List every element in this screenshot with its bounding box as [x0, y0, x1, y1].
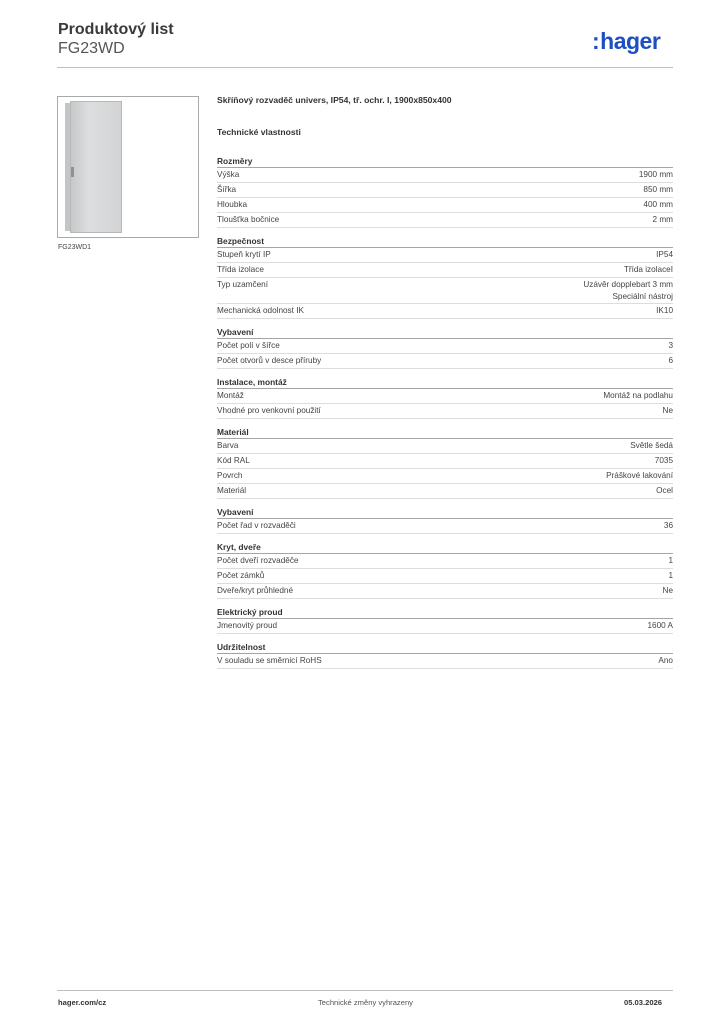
spec-row [217, 168, 673, 183]
spec-row [217, 439, 673, 454]
section-title: Udržitelnost [217, 642, 266, 652]
spec-value-line: 850 mm [643, 185, 673, 194]
spec-row [217, 554, 673, 569]
spec-section [217, 426, 673, 499]
footer-date: 05.03.2026 [624, 998, 663, 1007]
spec-value-line: Práškové lakování [606, 471, 673, 480]
tech-heading: Technické vlastnosti [217, 127, 301, 137]
spec-row [217, 198, 673, 213]
spec-label: Dveře/kryt průhledné [217, 586, 293, 595]
page-title: Produktový list [58, 21, 174, 38]
header-divider [57, 67, 673, 68]
spec-value [663, 584, 673, 598]
section-title: Rozměry [217, 156, 253, 166]
spec-row [217, 569, 673, 584]
spec-value [656, 484, 673, 498]
spec-label: Mechanická odolnost IK [217, 306, 304, 315]
spec-label: Počet polí v šířce [217, 341, 280, 350]
spec-value [624, 263, 673, 277]
spec-label: Jmenovitý proud [217, 621, 278, 630]
spec-row [217, 263, 673, 278]
spec-value-line: Speciální nástroj [612, 291, 673, 301]
spec-value [583, 279, 673, 302]
spec-label: Počet dveří rozvaděče [217, 556, 299, 565]
product-code: FG23WD [58, 40, 125, 57]
spec-value [643, 198, 673, 212]
section-title: Vybavení [217, 327, 254, 337]
spec-label: Barva [217, 441, 239, 450]
spec-label: Šířka [217, 185, 237, 194]
spec-row [217, 213, 673, 228]
cabinet-handle [71, 167, 74, 177]
cabinet-image [70, 101, 122, 233]
spec-label: V souladu se směrnicí RoHS [217, 656, 322, 665]
spec-label: Hloubka [217, 200, 248, 209]
spec-value-line: Ano [658, 656, 673, 665]
spec-value [663, 404, 673, 418]
spec-row [217, 584, 673, 599]
section-title: Vybavení [217, 507, 254, 517]
spec-value [653, 213, 673, 227]
spec-row [217, 619, 673, 634]
spec-value [668, 339, 673, 353]
spec-value-line: Uzávěr dopplebart 3 mm [583, 280, 673, 289]
section-title: Instalace, montáž [217, 377, 287, 387]
spec-value [668, 569, 673, 583]
spec-section [217, 326, 673, 369]
spec-value [668, 554, 673, 568]
spec-value-line: Třída izolaceI [623, 265, 673, 274]
logo-text: hager [600, 28, 661, 54]
spec-value [656, 248, 673, 262]
spec-value [648, 619, 674, 633]
spec-row [217, 248, 673, 263]
section-title: Kryt, dveře [217, 542, 261, 552]
spec-value [664, 519, 673, 533]
spec-label: Výška [217, 170, 240, 179]
spec-value [643, 183, 673, 197]
product-description: Skříňový rozvaděč univers, IP54, tř. ochr. I, 1900x850x400 [217, 95, 452, 105]
hager-logo[interactable] [592, 28, 660, 55]
spec-label: Tloušťka bočnice [217, 215, 280, 224]
spec-section [217, 235, 673, 319]
spec-value-line: IP54 [656, 250, 673, 259]
spec-value-line: Ne [662, 586, 673, 595]
spec-value-line: Ne [662, 406, 673, 415]
spec-value-line: 400 mm [643, 200, 673, 209]
section-title: Bezpečnost [217, 236, 265, 246]
spec-value-line: 2 mm [652, 215, 673, 224]
spec-row [217, 519, 673, 534]
spec-row [217, 469, 673, 484]
spec-label: Povrch [217, 471, 243, 480]
spec-value-line: Ocel [656, 486, 673, 495]
spec-content [217, 95, 673, 676]
spec-section [217, 541, 673, 599]
spec-label: Stupeň krytí IP [217, 250, 271, 259]
spec-value [603, 389, 673, 403]
section-title: Materiál [217, 427, 249, 437]
spec-section [217, 155, 673, 228]
spec-value [658, 654, 673, 668]
spec-value-line: 1600 A [647, 621, 673, 630]
footer-divider [57, 990, 673, 991]
spec-sections [217, 155, 673, 669]
product-image [57, 96, 199, 238]
logo-mark-icon: : [592, 28, 600, 54]
spec-row [217, 654, 673, 669]
spec-value [639, 168, 673, 182]
spec-value-line: 1 [668, 556, 673, 565]
footer-disclaimer: Technické změny vyhrazeny [318, 998, 413, 1007]
spec-row [217, 389, 673, 404]
spec-label: Vhodné pro venkovní použití [217, 406, 321, 415]
section-title: Elektrický proud [217, 607, 283, 617]
spec-section [217, 376, 673, 419]
spec-value [655, 454, 673, 468]
spec-label: Počet zámků [217, 571, 265, 580]
spec-label: Typ uzamčení [217, 280, 268, 289]
spec-value-line: Světle šedá [630, 441, 673, 450]
spec-row [217, 278, 673, 304]
spec-row [217, 304, 673, 319]
spec-value-line: 3 [668, 341, 673, 350]
spec-row [217, 454, 673, 469]
image-caption: FG23WD1 [58, 244, 92, 251]
spec-section [217, 606, 673, 634]
spec-label: Materiál [217, 486, 247, 495]
spec-row [217, 183, 673, 198]
spec-value [630, 439, 673, 453]
spec-label: Třída izolace [217, 265, 264, 274]
spec-value-line: 6 [668, 356, 673, 365]
spec-value-line: Montáž na podlahu [603, 391, 673, 400]
spec-value-line: 36 [663, 521, 673, 530]
spec-label: Kód RAL [217, 456, 250, 465]
spec-value-line: IK10 [656, 306, 673, 315]
spec-value-line: 1 [668, 571, 673, 580]
spec-section [217, 506, 673, 534]
footer-website-link[interactable]: hager.com/cz [58, 998, 107, 1007]
spec-section [217, 641, 673, 669]
spec-row [217, 404, 673, 419]
spec-value-line: 7035 [654, 456, 673, 465]
spec-value [656, 304, 673, 318]
spec-value [606, 469, 673, 483]
spec-row [217, 354, 673, 369]
spec-value-line: 1900 mm [638, 170, 673, 179]
spec-label: Počet řad v rozvaděči [217, 521, 296, 530]
spec-label: Montáž [217, 391, 244, 400]
spec-row [217, 484, 673, 499]
spec-row [217, 339, 673, 354]
spec-label: Počet otvorů v desce příruby [217, 356, 322, 365]
spec-value [668, 354, 673, 368]
